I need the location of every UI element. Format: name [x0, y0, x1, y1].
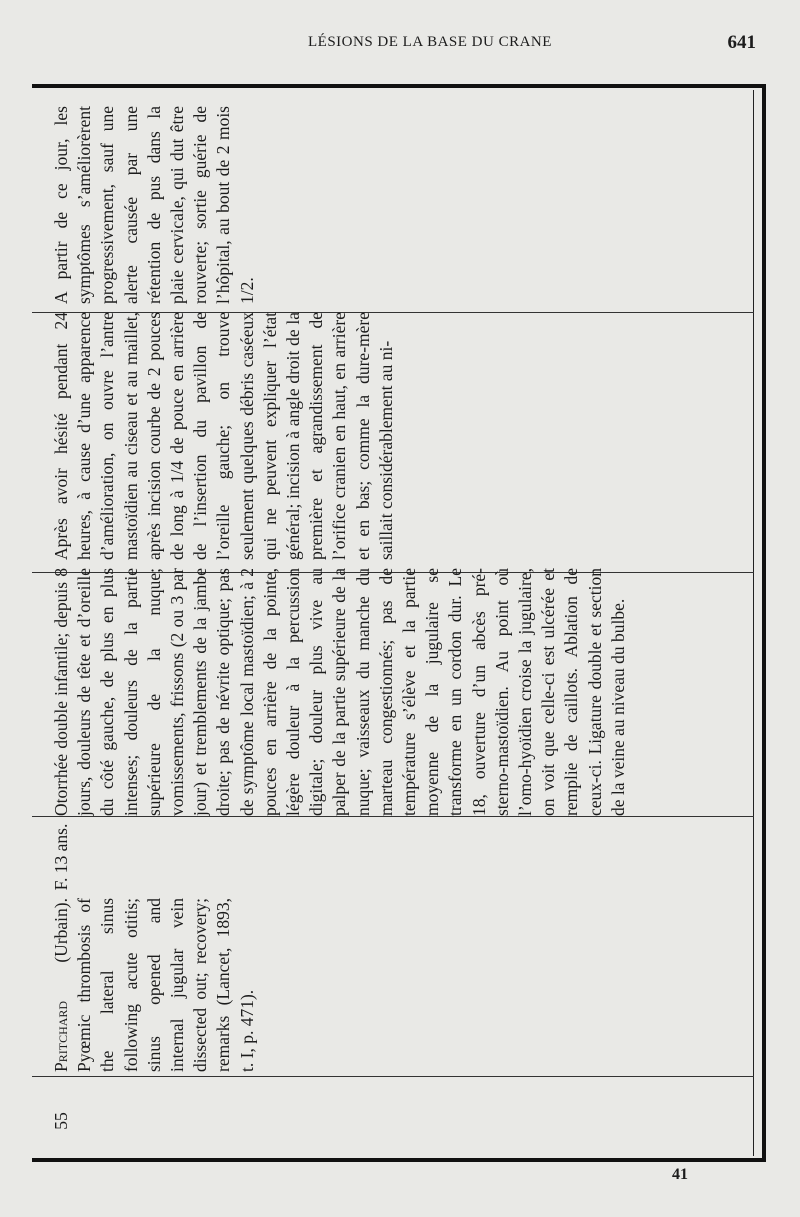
running-title: LÉSIONS DE LA BASE DU CRANE [308, 34, 552, 50]
operation-cell: Après avoir hésité pendant 24 heures, à cause d’une apparence d’amélioration, on ouvre l’antre mastoïdien au ciseau et au maillet, après incision courbe de 2 pouces de long à 1/4 de pouce en arrière de l’insertion du pavillon de l’oreille gauche; on trouve seulement quelques débris caséeux qui ne peuvent expliquer l’état général; incision à angle droit de la première et agrandissement de l’orifice cranien en haut, en arrière et en bas; comme la dure-mère saillait considérablement au ni- [51, 312, 396, 560]
author-reference-cell [50, 898, 762, 1072]
table-top-rule [32, 84, 766, 88]
case-table [32, 84, 766, 1162]
signature-folio: 41 [672, 1166, 688, 1183]
sex-age-cell: F. 13 ans. [51, 823, 71, 891]
running-header [0, 30, 800, 60]
case-number: 55 [51, 1112, 71, 1130]
page-number: 641 [727, 32, 756, 53]
reference-text: (Urbain). Pyœmic thrombosis of the lateral sinus following acute otitis; sinus opened and internal jugular vein dissected out; recovery; remarks (Lancet, 1893, t. I, p. 471). [51, 898, 257, 1072]
result-cell: A partir de ce jour, les symptômes s’améliorèrent progressivement, sauf une alerte causée par une rétention de pus dans la plaie cervicale, qui dut être rouverte; sortie guérie de l’hôpital, au bout de 2 mois 1/2. [51, 106, 257, 304]
author-name: Pritchard [51, 1000, 71, 1072]
table-row [44, 100, 764, 1150]
table-bottom-rule [32, 1158, 766, 1162]
symptoms-cell: Otorrhée double infantile; depuis 8 jours, douleurs de tête et d’oreille du côté gauche, de plus en plus intenses; douleurs de la partie supérieure de la nuque; vomissements, frissons (2 ou 3 par jour) et tremblements de la jambe droite; pas de névrite optique; pas de symptôme local mastoïdien; à 2 pouces en arrière de la pointe, légère douleur à la percussion digitale; douleur plus vive au palper de la partie supérieure de la nuque; vaisseaux du manche du marteau congestionnés; pas de température s’élève et la partie moyenne de la jugulaire se transforme en un cordon dur. Le 18, ouverture d’un abcès pré-sterno-mastoïdien. Au point où l’omo-hyoïdien croise la jugulaire, on voit que celle-ci est ulcérée et remplie de caillots. Ablation de ceux-ci. Ligature double et section de la veine au niveau du bulbe. [51, 568, 628, 816]
